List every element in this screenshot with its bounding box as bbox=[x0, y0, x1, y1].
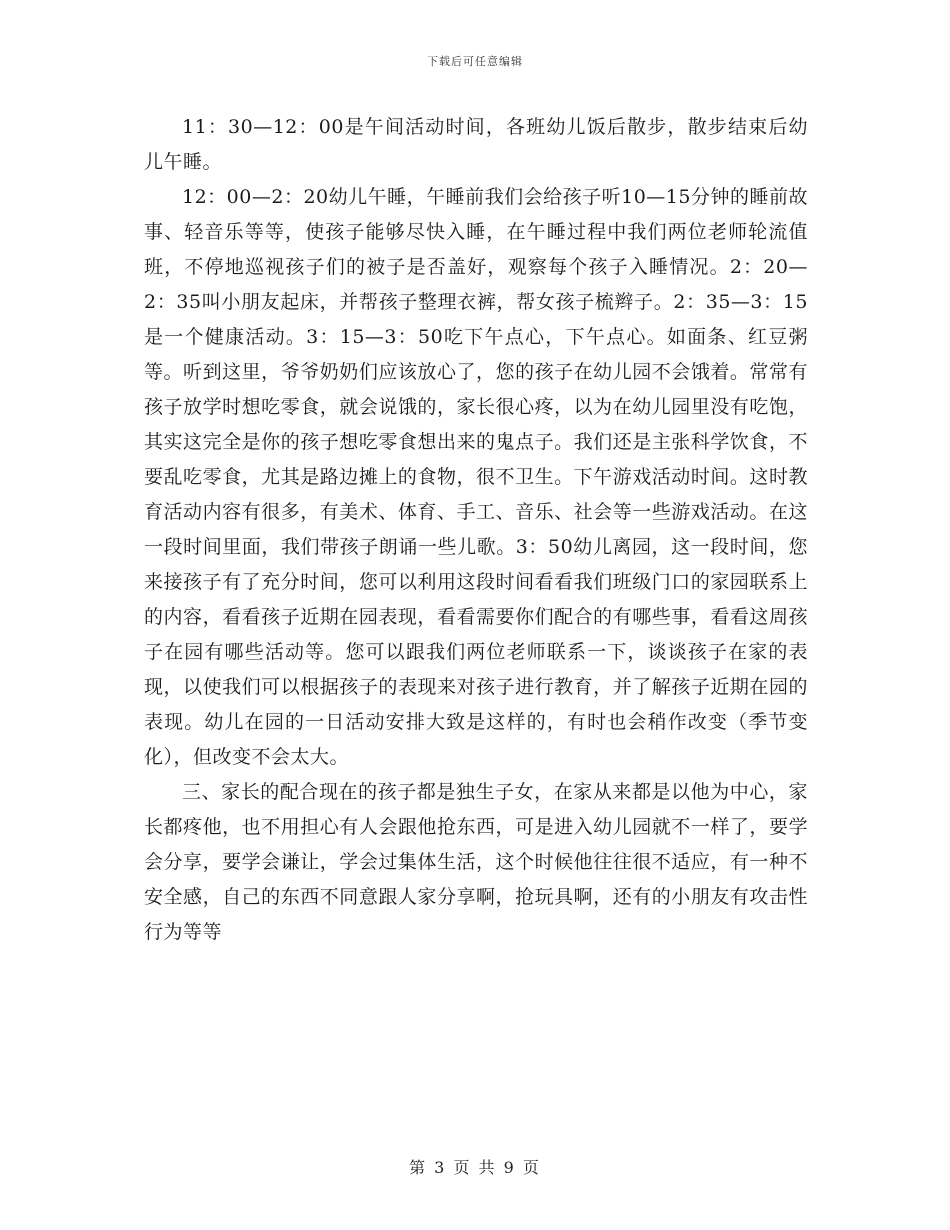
paragraph-noon-activity: 11：30—12：00是午间活动时间，各班幼儿饭后散步，散步结束后幼儿午睡。 bbox=[144, 116, 808, 173]
document-body bbox=[144, 110, 808, 950]
page-header: 下载后可任意编辑 bbox=[427, 55, 523, 68]
paragraph-parent-cooperation: 三、家长的配合现在的孩子都是独生子女，在家从来都是以他为中心，家长都疼他，也不用担心有人会跟他抢东西，可是进入幼儿园就不一样了，要学会分享，要学会谦让，学会过集体生活，这个时候他往往很不适应，有一种不安全感，自己的东西不同意跟人家分享啊，抢玩具啊，还有的小朋友有攻击性行为等等 bbox=[144, 781, 808, 943]
paragraph-nap-and-afternoon: 12：00—2：20幼儿午睡，午睡前我们会给孩子听10—15分钟的睡前故事、轻音乐等等，使孩子能够尽快入睡，在午睡过程中我们两位老师轮流值班，不停地巡视孩子们的被子是否盖好，观察每个孩子入睡情况。2：20—2：35叫小朋友起床，并帮孩子整理衣裤，帮女孩子梳辫子。2：35—3：15 是一个健康活动。3：15—3：50吃下午点心，下午点心。如面条、红豆粥等。听到这里，爷爷奶奶们应该放心了，您的孩子在幼儿园不会饿着。常常有孩子放学时想吃零食，就会说饿的，家长很心疼，以为在幼儿园里没有吃饱，其实这完全是你的孩子想吃零食想出来的鬼点子。我们还是主张科学饮食，不要乱吃零食，尤其是路边摊上的食物，很不卫生。下午游戏活动时间。这时教育活动内容有很多，有美术、体育、手工、音乐、社会等一些游戏活动。在这一段时间里面，我们带孩子朗诵一些儿歌。3：50幼儿离园，这一段时间，您来接孩子有了充分时间，您可以利用这段时间看看我们班级门口的家园联系上的内容，看看孩子近期在园表现，看看需要你们配合的有哪些事，看看这周孩子在园有哪些活动等。您可以跟我们两位老师联系一下，谈谈孩子在家的表现，以使我们可以根据孩子的表现来对孩子进行教育，并了解孩子近期在园的表现。幼儿在园的一日活动安排大致是这样的，有时也会稍作改变（季节变化），但改变不会太大。 bbox=[144, 186, 808, 768]
page-footer: 第 3 页 共 9 页 bbox=[409, 1158, 541, 1177]
